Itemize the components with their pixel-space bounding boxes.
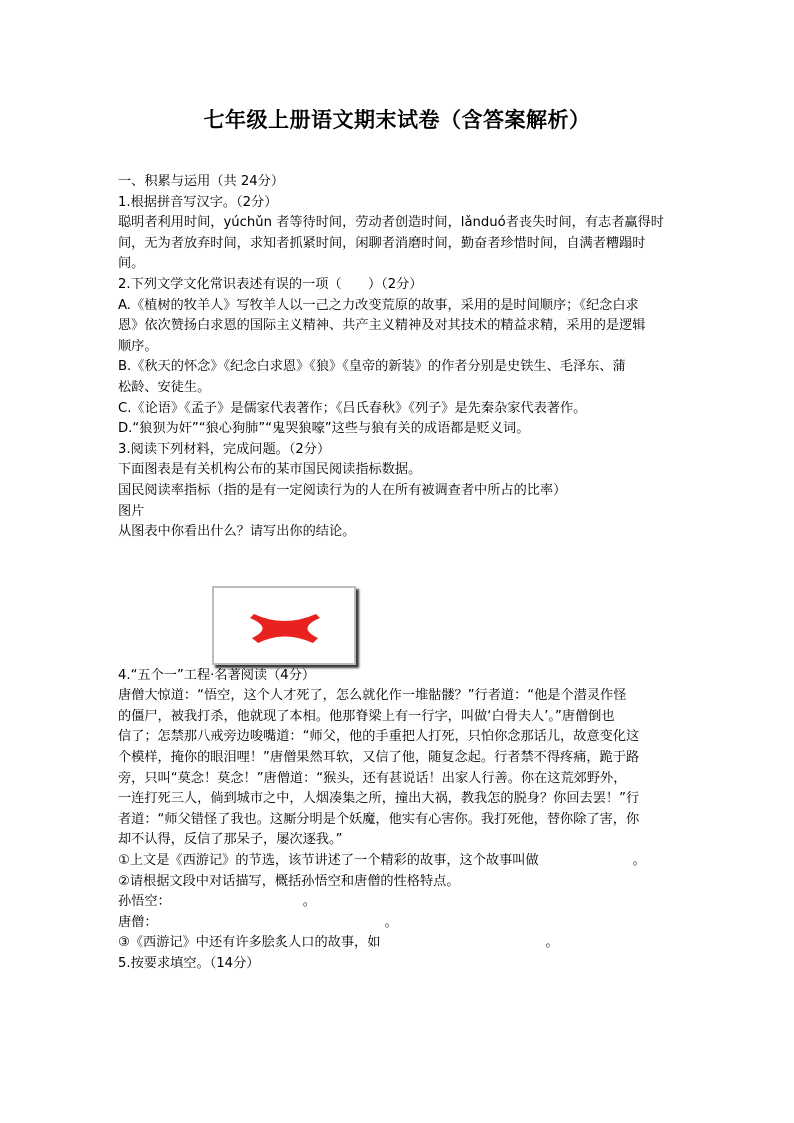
answer-label: 唐僧： <box>118 914 158 930</box>
option-a: A.《植树的牧羊人》写牧羊人以一己之力改变荒原的故事，采用的是时间顺序；《纪念白求 <box>118 297 639 313</box>
broken-image-icon <box>212 586 356 665</box>
option-b: 松龄、安徒生。 <box>118 379 211 395</box>
option-c: C.《论语》《孟子》是儒家代表著作；《吕氏春秋》《列子》是先秦杂家代表著作。 <box>118 400 587 416</box>
sub-question-2: ②请根据文段中对话描写，概括孙悟空和唐僧的性格特点。 <box>118 873 460 889</box>
image-placeholder <box>118 543 684 666</box>
document-body <box>118 172 684 975</box>
passage-line: 者道：“师父错怪了我也。这厮分明是个妖魔，他实有心害你。我打死他，替你除了害，你 <box>118 811 640 827</box>
passage-line: 信了；怎禁那八戒旁边唆嘴道：“师父，他的手重把人打死，只怕你念那话儿，故意变化这 <box>118 729 640 745</box>
question-1: 1.根据拼音写汉字。（2分） <box>118 194 278 210</box>
page-title: 七年级上册语文期末试卷（含答案解析） <box>203 108 591 132</box>
passage-line: 却不认得，反信了那呆子，屡次逐我。” <box>118 832 343 848</box>
period: 。 <box>632 853 646 869</box>
answer-label: 孙悟空： <box>118 894 171 910</box>
section-heading: 一、积累与运用（共 24分） <box>118 174 285 189</box>
option-d: D.“狼狈为奸”“狼心狗肺”“鬼哭狼嚎”这些与狼有关的成语都是贬义词。 <box>118 421 530 437</box>
passage-line: 的僵尸，被我打杀，他就现了本相。他那脊梁上有一行字，叫做‘白骨夫人’。”唐僧倒也 <box>118 708 615 724</box>
question-3-text: 国民阅读率指标（指的是有一定阅读行为的人在所有被调查者中所占的比率） <box>118 482 567 498</box>
period: 。 <box>302 894 316 910</box>
passage-line: 个模样，掩你的眼泪哩！”唐僧果然耳软，又信了他，随复念起。行者禁不得疼痛，跪于路 <box>118 750 640 766</box>
question-1-text: 聪明者利用时间，yúchǔn 者等待时间，劳动者创造时间，lǎnduó者丧失时间，有志者赢得时 <box>118 215 664 231</box>
question-3-text: 图片 <box>118 503 145 519</box>
question-1-text: 间，无为者放弃时间，求知者抓紧时间，闲聊者消磨时间，勤奋者珍惜时间，自满者糟蹋时 <box>118 235 646 251</box>
question-1-text: 间。 <box>118 256 145 272</box>
sub-question-2b <box>118 913 684 934</box>
option-a: 恩》依次赞扬白求恩的国际主义精神、共产主义精神及对其技术的精益求精，采用的是逻辑 <box>118 318 646 334</box>
passage-line: 一连打死三人，倘到城市之中，人烟凑集之所，撞出大祸，教我怎的脱身？你回去罢！”行 <box>118 791 640 807</box>
question-4: 4.“五个一”工程·名著阅读（4分） <box>118 667 316 683</box>
question-3-text: 从图表中你看出什么？请写出你的结论。 <box>118 524 356 540</box>
red-x-mark <box>214 588 354 663</box>
passage-line: 旁，只叫“莫念！莫念！”唐僧道：“猴头，还有甚说话！出家人行善。你在这荒郊野外， <box>118 770 627 786</box>
question-3-text: 下面图表是有关机构公布的某市国民阅读指标数据。 <box>118 462 422 478</box>
sub-question-3-text: ③《西游记》中还有许多脍炙人口的故事，如 <box>118 935 381 951</box>
passage-line: 唐僧大惊道：“悟空，这个人才死了，怎么就化作一堆骷髅？”行者道：“他是个潜灵作怪 <box>118 688 627 704</box>
option-b: B.《秋天的怀念》《纪念白求恩》《狼》《皇帝的新装》的作者分别是史铁生、毛泽东、蒲 <box>118 359 626 375</box>
question-3: 3.阅读下列材料，完成问题。（2分） <box>118 441 331 457</box>
sub-question-3 <box>118 933 684 954</box>
sub-question-1 <box>118 851 684 872</box>
question-2: 2.下列文学文化常识表述有误的一项（ ）（2分） <box>118 276 423 292</box>
period: 。 <box>384 914 398 930</box>
sub-question-2a <box>118 892 684 913</box>
sub-question-1-text: ①上文是《西游记》的节选，该节讲述了一个精彩的故事，这个故事叫做 <box>118 853 539 869</box>
period: 。 <box>545 935 559 951</box>
question-5: 5.按要求填空。（14分） <box>118 956 260 971</box>
option-a: 顺序。 <box>118 338 158 354</box>
